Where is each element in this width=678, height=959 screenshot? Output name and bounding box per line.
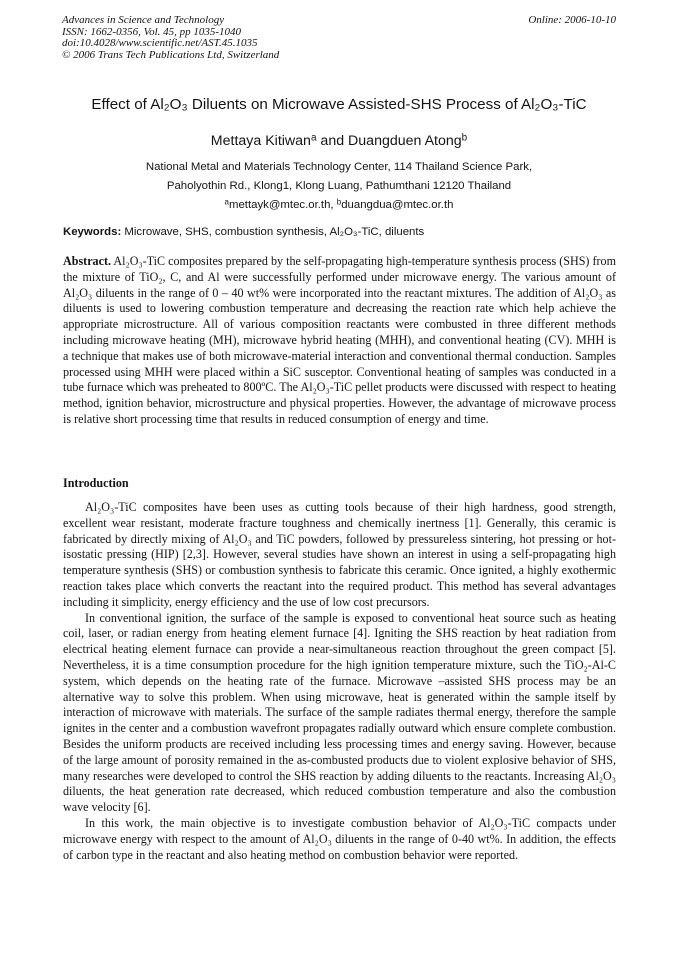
email-a: mettayk@mtec.or.th, — [228, 199, 337, 211]
journal-header — [62, 15, 618, 61]
abstract-text: Al₂O₃-TiC composites prepared by the self-propagating high-temperature synthesis process (SHS) from the mixture of TiO₂, C, and Al were successfully performed under microwave energy. The various amount of Al₂O₃ diluents in the range of 0 – 40 wt% were incorporated into the reactant mixtures. The addition of Al₂O₃ as diluents is used to lowering combustion temperature and decreasing the reaction rate which help achieve the appropriate microstructure. All of various composition reactants were combusted in three different methods including microwave heating (MH), microwave hybrid heating (MHH), and conventional heating (CV). MHH is a technique that makes use of both microwave-material interaction and conventional thermal conduction. Samples processed using MHH were placed within a SiC susceptor. Conventional heating of samples was conducted in a tube furnace which was preheated to 800ºC. The Al₂O₃-TiC pellet products were discussed with respect to heating method, ignition behavior, microstructure and physical properties. However, the advantage of microwave process is relative short processing time that results in reduced consumption of energy and time. — [63, 254, 617, 426]
journal-issn: ISSN: 1662-0356, Vol. 45, pp 1035-1040 — [62, 25, 242, 38]
intro-paragraph-1: Al₂O₃-TiC composites have been uses as cutting tools because of their high hardness, good strength, excellent wear resistant, moderate fracture toughness and chemically inertness [1]. Generally, this ceramic is fabricated by directly mixing of Al₂O₃ and TiC powders, followed by pressureless sintering, hot pressing or hot-isostatic pressing (HIP) [2,3]. However, several studies have shown an interest in using a self-propagating high temperature synthesis (SHS) or combustion synthesis to fabricate this ceramic. Once ignited, a highly exothermic reaction takes place which converts the reactant into the required product. This method has several advantages including it simplicity, energy efficiency and the use of low cost precursors. — [63, 500, 616, 609]
email-b-mark: b — [336, 197, 342, 207]
journal-copyright: © 2006 Trans Tech Publications Ltd, Switzerland — [62, 48, 280, 61]
author-2-mark: b — [461, 132, 468, 144]
email-b: duangdua@mtec.or.th — [341, 199, 454, 211]
paper-title: Effect of Al₂O₃ Diluents on Microwave Assisted-SHS Process of Al₂O₃-TiC — [91, 96, 587, 113]
keywords-text: Microwave, SHS, combustion synthesis, Al₂O₃-TiC, diluents — [124, 226, 425, 238]
author-separator: and — [316, 133, 349, 149]
email-a-mark: a — [224, 197, 229, 207]
abstract-label: Abstract. — [63, 254, 112, 268]
affiliation-line-2: Paholyothin Rd., Klong1, Klong Luang, Pathumthani 12120 Thailand — [166, 180, 512, 192]
abstract — [63, 254, 616, 428]
author-emails — [20, 199, 658, 211]
online-date: Online: 2006-10-10 — [528, 14, 616, 26]
introduction-body — [63, 500, 616, 863]
keywords-label: Keywords: — [63, 226, 122, 238]
introduction-heading: Introduction — [63, 476, 129, 490]
journal-doi: doi:10.4028/www.scientific.net/AST.45.1035 — [62, 37, 258, 49]
intro-paragraph-3: In this work, the main objective is to investigate combustion behavior of Al₂O₃-TiC compacts under microwave energy with respect to the amount of Al₂O₃ diluents in the range of 0-40 wt%. In addition, the effects of carbon type in the reactant and also heating method on combustion behavior were reported. — [63, 815, 616, 862]
affiliation-line-1: National Metal and Materials Technology Center, 114 Thailand Science Park, — [145, 161, 533, 173]
journal-name: Advances in Science and Technology — [62, 14, 225, 26]
keywords — [63, 226, 619, 238]
intro-paragraph-2: In conventional ignition, the surface of the sample is exposed to conventional heat source such as heating coil, laser, or radian energy from heating element furnace [4]. Igniting the SHS reaction by heat radiation from electrical heating element furnace can provide a near-simultaneous reaction throughout the green compact [5]. Nevertheless, it is a time consumption procedure for the high ignition temperature mixture, such the TiO₂-Al-C system, which depends on the heating rate of the furnace. Microwave –assisted SHS process may be an alternative way to solve this problem. When using microwave, heat is generated within the sample itself by interaction of microwave with materials. The surface of the sample radiates thermal energy, therefore the sample ignites in the center and a combustion wavefront propagates radially outward which ensure complete combustion. Besides the uniform products are received including less processing times and energy saving. However, because of the large amount of porosity remained in the as-combusted products due to violent explosive behavior of SHS, many researches were developed to control the SHS reaction by adding diluents to the reactants. Increasing Al₂O₃ diluents, the heat generation rate decreased, which reduced combustion temperature and also the combustion wave velocity [6]. — [63, 610, 616, 815]
author-line — [20, 133, 658, 149]
author-1: Mettaya Kitiwan — [210, 133, 311, 149]
author-2: Duangduen Atong — [348, 133, 462, 149]
author-1-mark: a — [310, 132, 317, 144]
